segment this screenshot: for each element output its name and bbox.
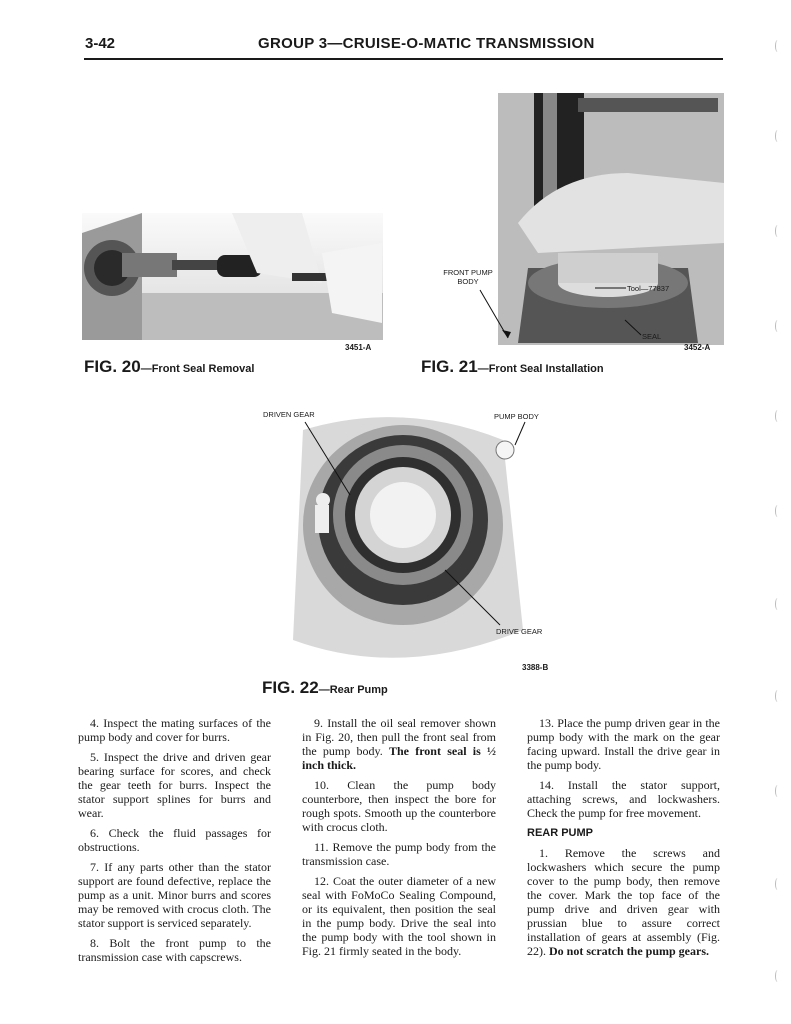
step-14: 14. Install the stator support, attaching screws, and lockwashers. Check the pump for free movement. bbox=[527, 778, 720, 820]
fig20-code: 3451-A bbox=[345, 343, 372, 352]
binding-mark bbox=[775, 410, 780, 422]
step-9 bbox=[302, 716, 496, 772]
binding-mark bbox=[775, 505, 780, 517]
step-11: 11. Remove the pump body from the transmission case. bbox=[302, 840, 496, 868]
rear-pump-step-1-text: 1. Remove the screws and lockwashers which secure the pump cover to the pump body, then remove the cover. Mark the top face of the pump drive and driven gear with prussian blue to assure correct installation of gears at assembly (Fig. 22). bbox=[527, 846, 720, 958]
fig22-caption bbox=[262, 678, 388, 698]
step-8: 8. Bolt the front pump to the transmission case with capscrews. bbox=[78, 936, 271, 964]
fig20-description: —Front Seal Removal bbox=[140, 363, 255, 375]
step-9-note: The front seal is ½ inch thick. bbox=[302, 744, 497, 772]
page-number: 3-42 bbox=[85, 35, 116, 52]
fig21-code: 3452-A bbox=[684, 343, 711, 352]
binding-mark bbox=[775, 40, 780, 52]
fig20-caption bbox=[84, 357, 254, 377]
fig21-tool-label: Tool—77837 bbox=[627, 284, 670, 293]
fig22-number: FIG. 22 bbox=[262, 678, 319, 697]
rear-pump-step-1 bbox=[527, 846, 720, 958]
step-7: 7. If any parts other than the stator support are found defective, replace the pump as a unit. Minor burrs and scores may be removed with crocus cloth. The stator support is serviced separately. bbox=[78, 860, 271, 930]
step-10: 10. Clean the pump body counterbore, then inspect the bore for rough spots. Smooth up the counterbore with crocus cloth. bbox=[302, 778, 496, 834]
fig21-number: FIG. 21 bbox=[421, 357, 478, 376]
binding-mark bbox=[775, 690, 780, 702]
fig22-leader-lines bbox=[290, 420, 530, 635]
binding-mark bbox=[775, 598, 780, 610]
rear-pump-heading: REAR PUMP bbox=[527, 827, 594, 839]
fig22-description: —Rear Pump bbox=[318, 684, 388, 696]
binding-mark bbox=[775, 130, 780, 142]
fig22-drive-gear-label: DRIVE GEAR bbox=[496, 627, 543, 636]
binding-mark bbox=[775, 320, 780, 332]
text-column-1 bbox=[78, 716, 271, 970]
step-4: 4. Inspect the mating surfaces of the pump body and cover for burrs. bbox=[78, 716, 271, 744]
text-column-2 bbox=[302, 716, 496, 964]
step-13: 13. Place the pump driven gear in the pump body with the mark on the gear facing upward. Install the drive gear in the pump body. bbox=[527, 716, 720, 772]
fig21-seal-label: SEAL bbox=[642, 332, 662, 341]
fig20-photo bbox=[82, 213, 383, 340]
binding-mark bbox=[775, 785, 780, 797]
fig22-pump-body-label: PUMP BODY bbox=[494, 412, 539, 421]
binding-mark bbox=[775, 878, 780, 890]
text-column-3 bbox=[527, 716, 720, 964]
step-9-text: 9. Install the oil seal remover shown in Fig. 20, then pull the front seal from the pump body. bbox=[302, 716, 496, 758]
binding-mark bbox=[775, 970, 780, 982]
binding-mark bbox=[775, 225, 780, 237]
step-12: 12. Coat the outer diameter of a new seal with FoMoCo Sealing Compound, or its equivalent, then position the seal in the pump body. Drive the seal into the pump body with the tool shown in Fig. 21 firmly seated in the body. bbox=[302, 874, 496, 958]
seal-remover-illustration bbox=[82, 213, 383, 340]
rear-pump-step-1-warning: Do not scratch the pump gears. bbox=[549, 944, 709, 958]
fig21-leader-lines bbox=[460, 280, 660, 350]
fig20-number: FIG. 20 bbox=[84, 357, 141, 376]
fig21-description: —Front Seal Installation bbox=[477, 363, 604, 375]
fig21-caption bbox=[421, 357, 604, 377]
header-rule bbox=[84, 58, 723, 60]
fig22-driven-gear-label: DRIVEN GEAR bbox=[263, 410, 315, 419]
step-5: 5. Inspect the drive and driven gear bearing surface for scores, and check the gear teeth for burrs. Inspect the stator support splines for burrs and wear. bbox=[78, 750, 271, 820]
step-6: 6. Check the fluid passages for obstructions. bbox=[78, 826, 271, 854]
fig21-front-pump-body-label: FRONT PUMP BODY bbox=[443, 268, 493, 286]
fig22-code: 3388-B bbox=[522, 663, 549, 672]
page-title: GROUP 3—CRUISE-O-MATIC TRANSMISSION bbox=[258, 35, 595, 52]
